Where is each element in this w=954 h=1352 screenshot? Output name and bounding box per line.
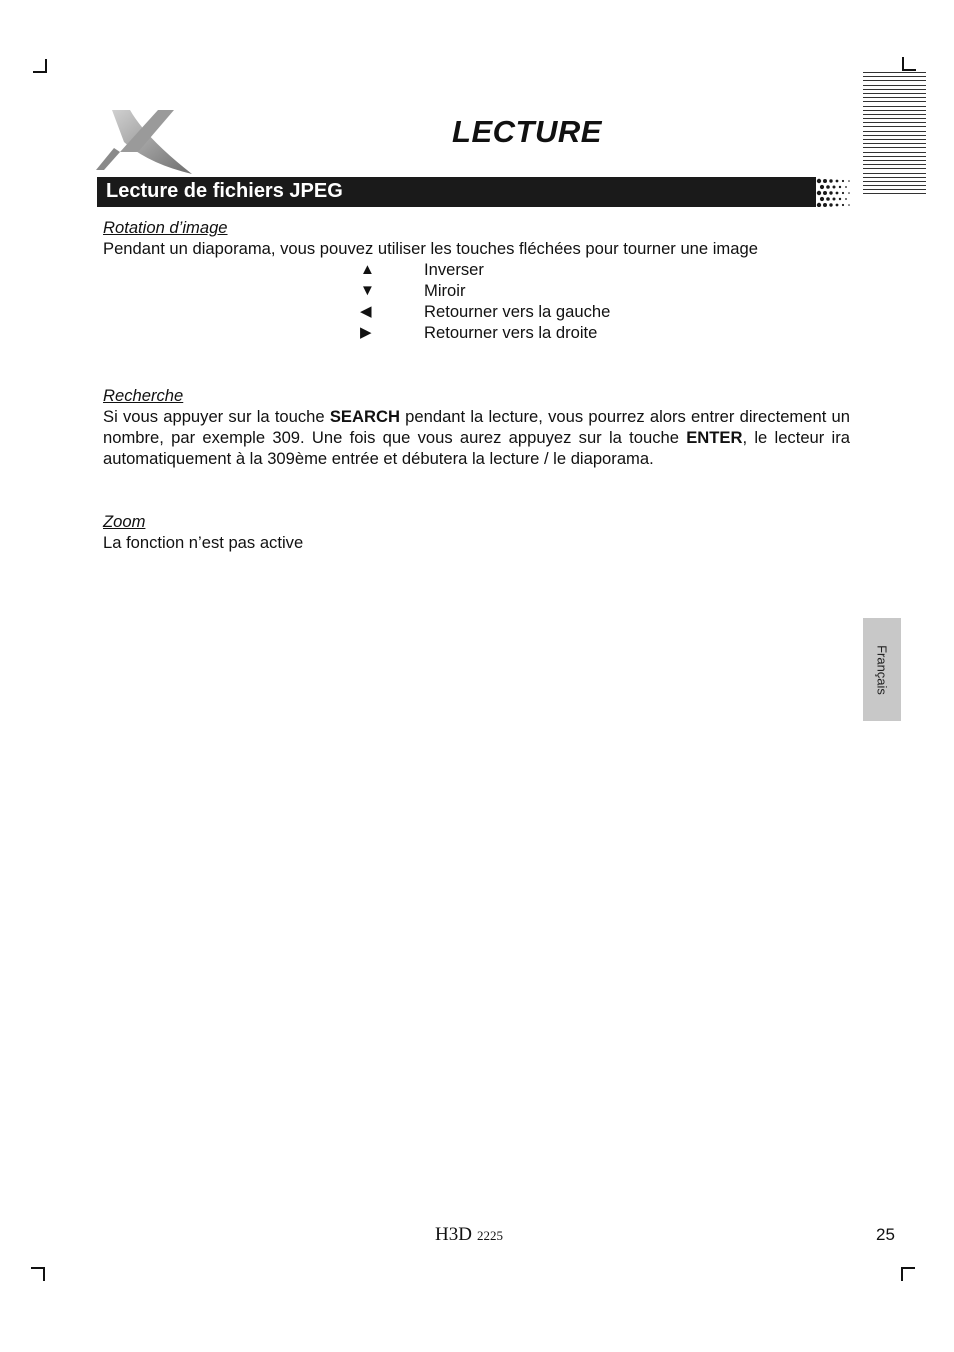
search-text-part: pendant la lecture, vous pourrez alors entrer directement un nombre, par exemple 309. Une fois que vous aurez appuyez sur la touche [103,407,850,447]
page-title: LECTURE [452,114,602,149]
model-brand: H3D [435,1224,472,1245]
search-key-name: SEARCH [329,407,400,426]
main-content [103,217,850,553]
zoom-text: La fonction n’est pas active [103,533,304,552]
language-tab [863,618,901,721]
search-text-part: , le lecteur ira automatiquement à la 309ème entrée et débutera la lecture / le diaporama. [103,428,851,468]
key-label: Retourner vers la gauche [424,302,611,321]
search-text-part: Si vous appuyer sur la touche [103,407,330,426]
key-row-left [360,301,850,322]
crop-mark-top-right [902,57,916,71]
section-header-bar [97,177,852,207]
search-paragraph [103,406,850,469]
rotation-intro: Pendant un diaporama, vous pouvez utiliser les touches fléchées pour tourner une image [103,239,758,258]
down-arrow-icon: ▼ [360,282,375,299]
page-number: 25 [876,1225,895,1244]
key-label: Inverser [424,260,484,279]
key-row-right [360,322,850,343]
decorative-stripes [863,72,926,200]
right-arrow-icon: ▶ [360,324,372,341]
key-label: Retourner vers la droite [424,323,598,342]
enter-key-name: ENTER [686,428,743,447]
crop-mark-bottom-right [901,1267,915,1281]
crop-mark-top-left [33,59,47,73]
left-arrow-icon: ◀ [360,303,372,320]
model-number: 2225 [476,1228,503,1243]
model-name [435,1224,503,1246]
dot-pattern-icon [816,177,852,207]
key-row-down [360,280,850,301]
search-heading: Recherche [103,386,184,405]
language-label: Français [874,644,890,695]
section-title: Lecture de fichiers JPEG [106,180,343,202]
rotation-heading: Rotation d’image [103,218,228,237]
key-row-up [360,259,850,280]
zoom-heading: Zoom [103,512,146,531]
rotation-key-list [360,259,850,343]
key-label: Miroir [424,281,466,300]
crop-mark-bottom-left [31,1267,45,1281]
x-logo-icon [94,108,194,176]
up-arrow-icon: ▲ [360,261,375,278]
